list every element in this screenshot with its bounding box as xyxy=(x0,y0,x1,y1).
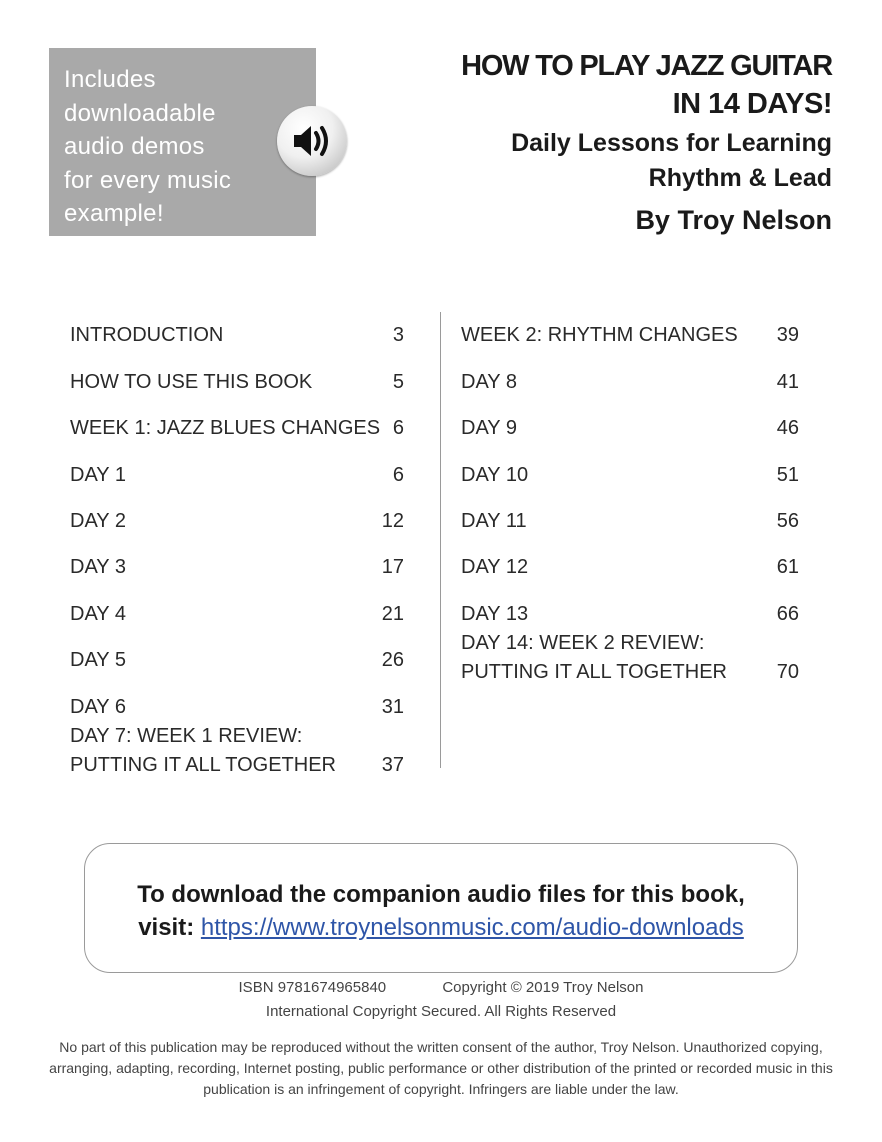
toc-entry xyxy=(70,629,404,675)
toc-entry xyxy=(461,536,799,582)
download-text: To download the companion audio files for this book, xyxy=(137,881,745,908)
toc-entry-page: 39 xyxy=(776,324,799,347)
toc-entry-page: 26 xyxy=(381,649,404,672)
speaker-icon xyxy=(277,106,347,176)
toc-entry-page: 37 xyxy=(381,753,404,776)
toc-entry-page: 56 xyxy=(776,509,799,532)
rights-line: International Copyright Secured. All Rights Reserved xyxy=(265,1003,617,1020)
toc-entry xyxy=(461,443,799,489)
toc-entry-page: 31 xyxy=(381,695,404,718)
toc-entry xyxy=(461,350,799,396)
toc-entry-page: 3 xyxy=(392,324,404,347)
toc-entry xyxy=(461,397,799,443)
toc-entry-label: DAY 2 xyxy=(70,509,126,532)
toc-entry-page: 21 xyxy=(381,602,404,625)
toc-entry xyxy=(461,304,799,350)
toc-entry-label: DAY 11 xyxy=(461,509,527,532)
toc-entry-page: 66 xyxy=(776,602,799,625)
download-box xyxy=(84,843,798,973)
toc-entry-label: DAY 1 xyxy=(70,463,126,486)
visit-label: visit: xyxy=(138,914,195,941)
toc-entry-page: 12 xyxy=(381,509,404,532)
toc-entry xyxy=(70,443,404,489)
title-block xyxy=(461,48,832,240)
download-link[interactable]: https://www.troynelsonmusic.com/audio-downloads xyxy=(200,914,744,941)
legal-notice: No part of this publication may be reproduced without the written consent of the author, Troy Nelson. Unauthorized copying, arranging, adapting, recording, Internet posting, public performance or other distribution of the printed or recorded music in this publication is an infringement of copyright. Infringers are liable under the law. xyxy=(49,1039,833,1097)
toc-entry-label: DAY 5 xyxy=(70,649,126,672)
toc-entry-label: WEEK 1: JAZZ BLUES CHANGES xyxy=(70,417,381,440)
toc-entry-label: DAY 14: WEEK 2 REVIEW: PUTTING IT ALL TOGETHER xyxy=(461,631,727,683)
toc-entry-page: 46 xyxy=(776,417,799,440)
toc-entry-label: DAY 8 xyxy=(461,370,517,393)
toc-entry-page: 6 xyxy=(392,417,404,440)
toc-entry-label: DAY 6 xyxy=(70,695,126,718)
toc-entry-page: 70 xyxy=(776,660,799,683)
audio-promo-box xyxy=(49,48,316,236)
promo-text: Includes downloadable audio demos for every music example! xyxy=(64,66,232,227)
toc-entry-label: DAY 7: WEEK 1 REVIEW: PUTTING IT ALL TOGETHER xyxy=(70,724,336,776)
toc-entry-label: DAY 4 xyxy=(70,602,126,625)
toc-entry-label: DAY 9 xyxy=(461,417,517,440)
book-author: By Troy Nelson xyxy=(635,205,832,235)
toc-entry-label: DAY 13 xyxy=(461,602,529,625)
toc-entry-label: DAY 3 xyxy=(70,556,126,579)
toc-entry xyxy=(70,536,404,582)
toc-entry xyxy=(461,582,799,628)
toc-entry xyxy=(70,397,404,443)
toc-entry xyxy=(461,629,799,687)
toc-entry xyxy=(70,304,404,350)
toc-divider xyxy=(440,312,441,768)
book-subtitle: Daily Lessons for Learning Rhythm & Lead xyxy=(511,129,832,192)
toc-entry xyxy=(70,722,404,780)
toc-entry xyxy=(70,582,404,628)
toc-entry-page: 41 xyxy=(776,370,799,393)
book-title-line2: IN 14 DAYS! xyxy=(672,88,832,120)
toc-entry-page: 61 xyxy=(776,556,799,579)
toc-entry-label: WEEK 2: RHYTHM CHANGES xyxy=(461,324,738,347)
toc-right-column xyxy=(461,304,799,687)
toc-entry xyxy=(461,490,799,536)
book-title-line1: HOW TO PLAY JAZZ GUITAR xyxy=(461,50,832,82)
toc-entry xyxy=(70,675,404,721)
toc-entry-label: DAY 12 xyxy=(461,556,529,579)
toc-entry-label: HOW TO USE THIS BOOK xyxy=(70,370,313,393)
toc-entry-page: 17 xyxy=(381,556,404,579)
copyright: Copyright © 2019 Troy Nelson xyxy=(442,979,644,996)
toc-left-column xyxy=(70,304,404,780)
toc-entry-page: 5 xyxy=(392,370,404,393)
isbn-line xyxy=(0,979,882,996)
toc-entry xyxy=(70,490,404,536)
toc-entry-page: 51 xyxy=(776,463,799,486)
toc-entry-page: 6 xyxy=(392,463,404,486)
toc-entry-label: DAY 10 xyxy=(461,463,529,486)
toc-entry-label: INTRODUCTION xyxy=(70,324,224,347)
toc-entry xyxy=(70,350,404,396)
isbn: ISBN 9781674965840 xyxy=(238,979,387,996)
